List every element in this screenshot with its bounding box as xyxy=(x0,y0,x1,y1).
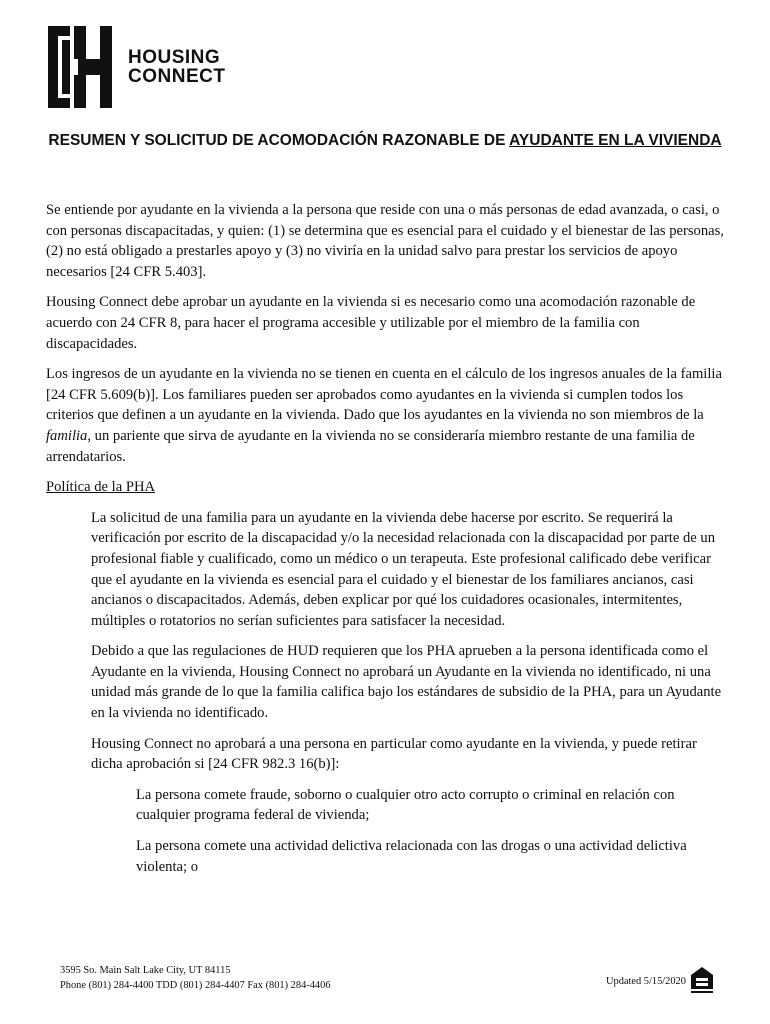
list-item-fraud: La persona comete fraude, soborno o cualquier otro acto corrupto o criminal en relación con cualquier programa federal de vivienda; xyxy=(136,786,675,824)
footer-phones: Phone (801) 284-4400 TDD (801) 284-4407 Fax (801) 284-4406 xyxy=(60,980,331,991)
equal-housing-opportunity-icon xyxy=(690,966,714,994)
housing-connect-logo xyxy=(48,26,228,108)
logo-line-housing: HOUSING xyxy=(128,47,221,68)
footer-updated-date: Updated 5/15/2020 xyxy=(606,976,686,987)
title-underlined: AYUDANTE EN LA VIVIENDA xyxy=(509,132,722,149)
footer-contact xyxy=(60,963,331,993)
footer-address: 3595 So. Main Salt Lake City, UT 84115 xyxy=(60,965,231,976)
housing-connect-logo-icon xyxy=(48,26,112,108)
document-body xyxy=(46,200,726,887)
list-item-drugs: La persona comete una actividad delictiva relacionada con las drogas o una actividad delictiva violenta; o xyxy=(136,838,687,875)
paragraph-approval: Housing Connect debe aprobar un ayudante en la vivienda si es necesario como una acomodación razonable de acuerdo con 24 CFR 8, para hacer el programa accesible y utilizable por el miembro de la familia con discapacidades. xyxy=(46,294,696,352)
page-title xyxy=(40,130,730,151)
paragraph-income-part-b: , un pariente que sirva de ayudante en la vivienda no se consideraría miembro restante de una familia de arrendatarios. xyxy=(46,427,695,465)
section-heading-pha-policy: Política de la PHA xyxy=(46,479,156,496)
title-prefix: RESUMEN Y SOLICITUD DE ACOMODACIÓN RAZONABLE DE xyxy=(48,132,510,149)
paragraph-hud-regulations: Debido a que las regulaciones de HUD requieren que los PHA aprueben a la persona identificada como el Ayudante en la vivienda, Housing Connect no aprobará un Ayudante en la vivienda no identificado, ni una unidad más grande de lo que la familia califica bajo los estándares de subsidio de la PHA, para un Ayudante en la vivienda no identificado. xyxy=(91,643,722,722)
paragraph-income-part-a: Los ingresos de un ayudante en la vivienda no se tienen en cuenta en el cálculo de los ingresos anuales de la familia [24 CFR 5.609(b)]. Los familiares pueden ser aprobados como ayudantes en la vivienda si cumplen todos los criterios que definen a un ayudante en la vivienda. Dado que los ayudantes en la vivienda no son miembros de la xyxy=(46,366,722,424)
logo-wordmark xyxy=(128,48,225,86)
paragraph-income xyxy=(46,364,726,467)
paragraph-not-approve: Housing Connect no aprobará a una persona en particular como ayudante en la vivienda, y puede retirar dicha aprobación si [24 CFR 982.3 16(b)]: xyxy=(91,735,697,773)
logo-line-connect: CONNECT xyxy=(128,66,226,87)
paragraph-definition: Se entiende por ayudante en la vivienda a la persona que reside con una o más personas de edad avanzada, o casi, o con personas discapacitadas, y quien: (1) se determina que es esencial para el cuidado y el bienestar de las personas, (2) no está obligado a prestarles apoyo y (3) no viviría en la unidad salvo para prestar los servicios de apoyo necesarios [24 CFR 5.403]. xyxy=(46,202,724,280)
paragraph-written-request: La solicitud de una familia para un ayudante en la vivienda debe hacerse por escrito. Se requerirá la verificación por escrito de la discapacidad y/o la necesidad relacionada con la discapacidad por parte de un profesional fiable y cualificado, como un médico o un terapeuta. Este profesional calificado debe verificar que el ayudante en la vivienda es esencial para el cuidado y el bienestar de los familiares ancianos, casi ancianos o discapacitados. Además, deben explicar por qué los cuidadores ocasionales, intermitentes, múltiples o rotatorios no serían suficientes para satisfacer la necesidad. xyxy=(91,509,715,629)
paragraph-income-emphasis: familia xyxy=(46,427,88,444)
